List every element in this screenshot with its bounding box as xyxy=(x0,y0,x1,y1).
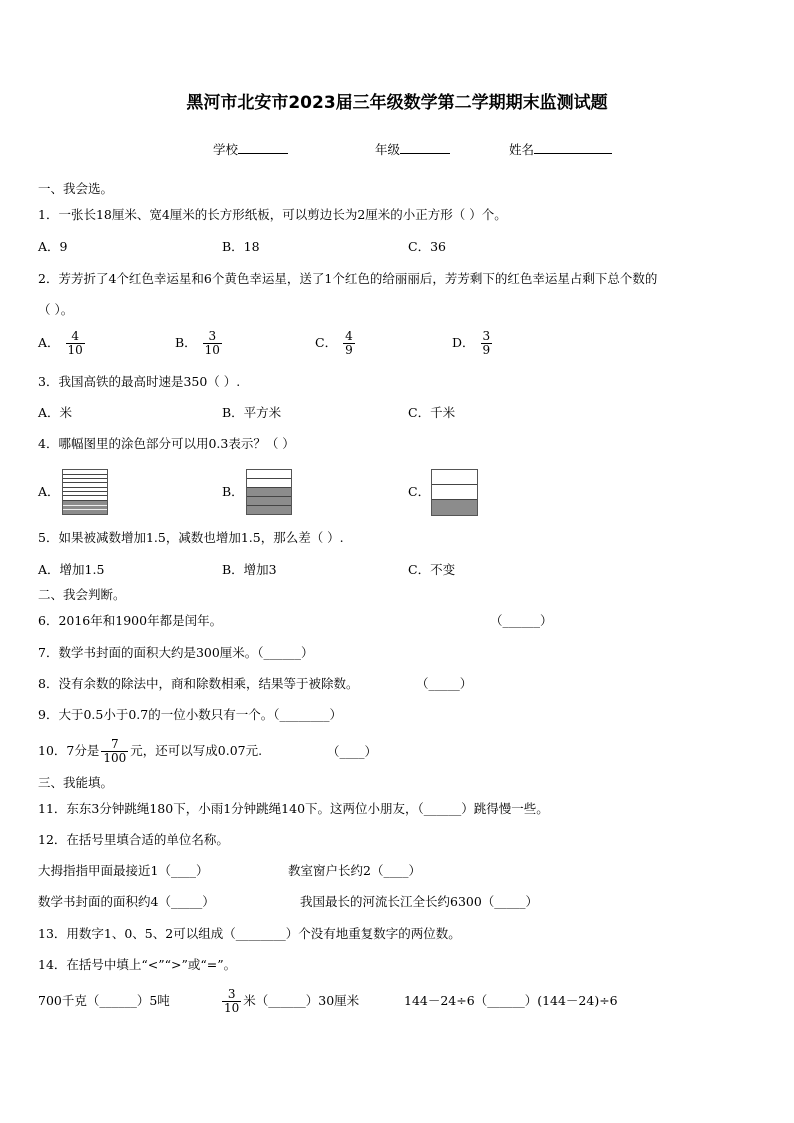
q2-a-label: A． xyxy=(38,335,60,350)
question-4: 4．哪幅图里的涂色部分可以用0.3表示？（ ） xyxy=(38,436,295,451)
q2-c-fraction: $\frac{4}{9}$ xyxy=(345,329,353,357)
question-7: 7．数学书封面的面积大约是300厘米。（______） xyxy=(38,645,314,660)
q12-item-book-cover[interactable]: 数学书封面的面积约4（_____） xyxy=(38,894,215,909)
q2-option-a[interactable] xyxy=(38,330,87,357)
q4-option-c[interactable]: C． xyxy=(408,484,431,499)
q10-suffix: 元，还可以写成0.07元. xyxy=(130,743,263,758)
q2-d-label: D． xyxy=(452,335,475,350)
question-14: 14．在括号中填上“<”“>”或“=”。 xyxy=(38,957,237,972)
q14-part-1[interactable]: 700千克（______）5吨 xyxy=(38,993,170,1008)
q2-c-label: C． xyxy=(315,335,338,350)
section-heading-1: 一、我会选。 xyxy=(38,181,114,196)
q4-c-shaded xyxy=(432,499,477,515)
q5-option-c[interactable]: C．不变 xyxy=(408,562,456,577)
q4-b-shaded xyxy=(247,487,291,514)
q1-option-a[interactable]: A．9 xyxy=(38,239,68,254)
q4-option-b[interactable]: B． xyxy=(222,484,244,499)
question-11: 11．东东3分钟跳绳180下，小雨1分钟跳绳140下。这两位小朋友，（______）跳得慢一些。 xyxy=(38,801,549,816)
school-label: 学校 xyxy=(213,142,239,157)
q4-figure-c xyxy=(431,469,478,516)
question-13: 13．用数字1、0、5、2可以组成（________）个没有地重复数字的两位数。 xyxy=(38,926,461,941)
q2-b-label: B． xyxy=(175,335,197,350)
q14-part-3[interactable]: 144－24÷6（______）(144－24)÷6 xyxy=(404,993,618,1008)
q2-option-d[interactable] xyxy=(452,330,494,357)
name-label: 姓名 xyxy=(509,142,535,157)
question-8: 8．没有余数的除法中，商和除数相乘，结果等于被除数。 xyxy=(38,676,359,691)
q2-a-fraction: $\frac{4}{10}$ xyxy=(67,329,83,357)
q4-a-shaded xyxy=(63,501,107,514)
q12-item-yangtze[interactable]: 我国最长的河流长江全长约6300（_____） xyxy=(300,894,539,909)
question-2: 2．芳芳折了4个红色幸运星和6个黄色幸运星，送了1个红色的给丽丽后，芳芳剩下的红色幸运星占剩下总个数的 xyxy=(38,271,658,286)
q3-option-c[interactable]: C．千米 xyxy=(408,405,456,420)
q14-part-2[interactable] xyxy=(220,983,359,1019)
q5-option-a[interactable]: A．增加1.5 xyxy=(38,562,105,577)
q12-item-window[interactable]: 教室窗户长约2（____） xyxy=(288,863,421,878)
name-field[interactable] xyxy=(509,141,612,158)
q12-item-thumbnail[interactable]: 大拇指指甲面最接近1（____） xyxy=(38,863,209,878)
q3-option-b[interactable]: B．平方米 xyxy=(222,405,282,420)
q10-answer-blank[interactable]: （____） xyxy=(327,744,378,759)
q14-part-2-text: 米（______）30厘米 xyxy=(243,993,360,1008)
question-6: 6．2016年和1900年都是闰年。 xyxy=(38,613,223,628)
q1-option-c[interactable]: C．36 xyxy=(408,239,446,254)
question-9: 9．大于0.5小于0.7的一位小数只有一个。（________） xyxy=(38,707,342,722)
q2-b-fraction: $\frac{3}{10}$ xyxy=(204,329,220,357)
school-field[interactable] xyxy=(213,141,288,158)
q2-option-b[interactable] xyxy=(175,330,224,357)
grade-field[interactable] xyxy=(375,141,450,158)
section-heading-3: 三、我能填。 xyxy=(38,775,114,790)
question-1: 1．一张长18厘米、宽4厘米的长方形纸板，可以剪边长为2厘米的小正方形（ ）个。 xyxy=(38,207,507,222)
q10-fraction: $\frac{7}{100}$ xyxy=(103,737,127,765)
q4-figure-a xyxy=(62,469,108,515)
grade-label: 年级 xyxy=(375,142,401,157)
q5-option-b[interactable]: B．增加3 xyxy=(222,562,277,577)
page-title: 黑河市北安市2023届三年级数学第二学期期末监测试题 xyxy=(186,93,608,113)
q2-option-c[interactable] xyxy=(315,330,357,357)
question-5: 5．如果被减数增加1.5，减数也增加1.5，那么差（ ）. xyxy=(38,530,344,545)
question-12: 12．在括号里填合适的单位名称。 xyxy=(38,832,229,847)
q1-option-b[interactable]: B．18 xyxy=(222,239,260,254)
q10-prefix: 10．7分是 xyxy=(38,743,100,758)
question-2-cont: （ ）。 xyxy=(38,302,74,317)
question-3: 3．我国高铁的最高时速是350（ ）. xyxy=(38,374,241,389)
q8-answer-blank[interactable]: （_____） xyxy=(416,676,473,691)
question-10 xyxy=(38,736,262,766)
q2-d-fraction: $\frac{3}{9}$ xyxy=(482,329,491,357)
q4-figure-b xyxy=(246,469,292,515)
q3-option-a[interactable]: A．米 xyxy=(38,405,73,420)
q6-answer-blank[interactable]: （______） xyxy=(490,613,553,628)
section-heading-2: 二、我会判断。 xyxy=(38,587,126,602)
q14-fraction: $\frac{3}{10}$ xyxy=(224,987,240,1015)
q4-option-a[interactable]: A． xyxy=(38,484,60,499)
